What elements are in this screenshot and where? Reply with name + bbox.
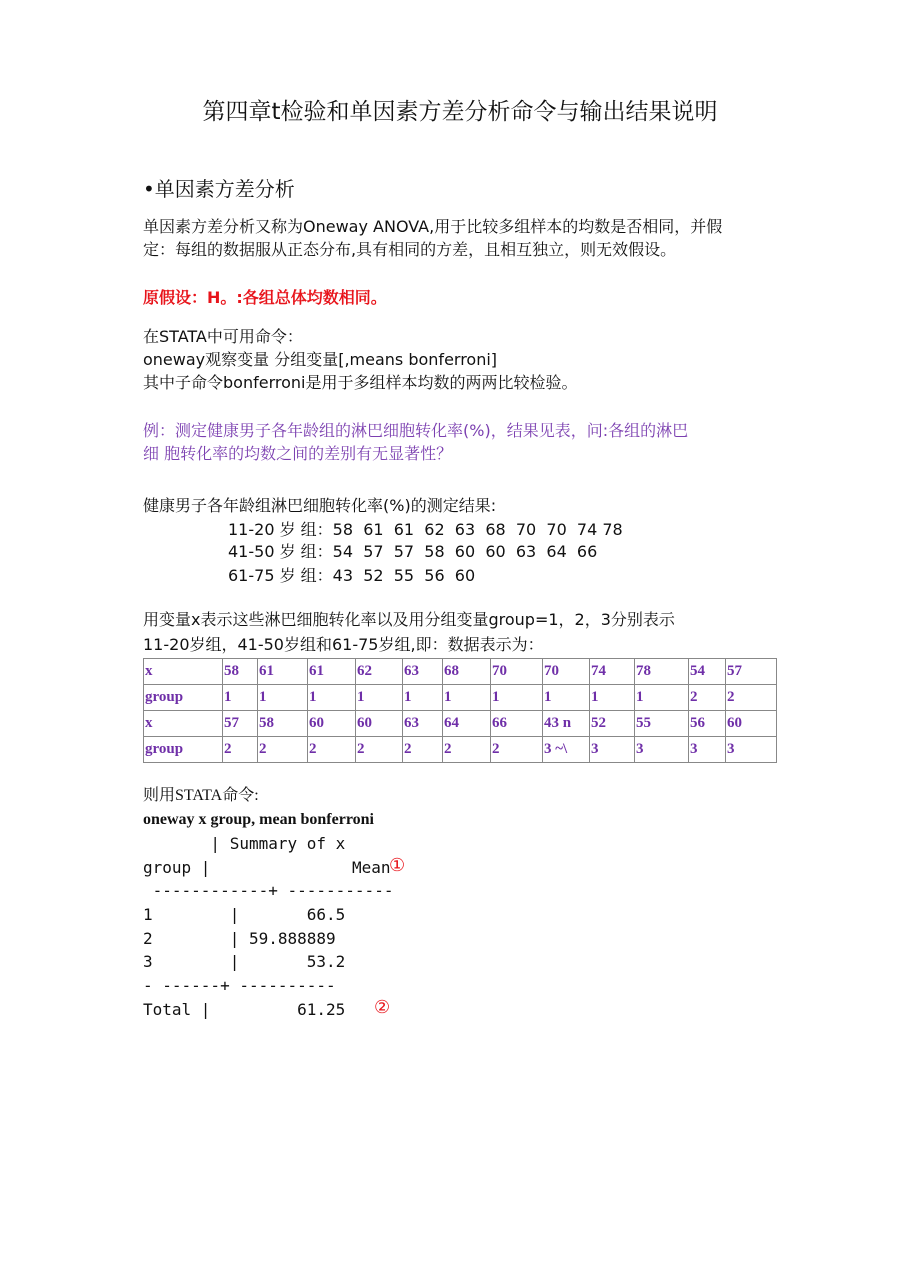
table-cell: 70 — [491, 659, 543, 685]
table-cell: 2 — [356, 737, 403, 763]
table-cell: 60 — [308, 711, 356, 737]
intro-line: 定：每组的数据服从正态分布,具有相同的方差，且相互独立，则无效假设。 — [143, 240, 677, 259]
row-label-cell: group — [144, 737, 223, 763]
output-row: 1 | 66.5 — [143, 905, 346, 924]
stata-command: oneway x group, mean bonferroni — [143, 811, 374, 828]
table-cell: 2 — [223, 737, 258, 763]
table-cell: 62 — [356, 659, 403, 685]
table-cell: 3 — [590, 737, 635, 763]
table-cell: 60 — [356, 711, 403, 737]
row-label-cell: x — [144, 711, 223, 737]
then-text: 则用STATA命令: — [143, 787, 259, 804]
table-cell: 61 — [308, 659, 356, 685]
annotation-mark-2: ② — [374, 997, 391, 1018]
group-line: 61-75 岁 组：43 52 55 56 60 — [228, 566, 476, 585]
table-cell: 57 — [223, 711, 258, 737]
table-cell: 66 — [491, 711, 543, 737]
table-cell: 57 — [726, 659, 777, 685]
table-cell: 1 — [635, 685, 689, 711]
table-cell: 56 — [689, 711, 726, 737]
table-cell: 43 n — [543, 711, 590, 737]
table-row — [144, 737, 777, 763]
results-title: 健康男子各年龄组淋巴细胞转化率(%)的测定结果: — [143, 496, 497, 515]
page-title: 第四章t检验和单因素方差分析命令与输出结果说明 — [202, 99, 718, 125]
command-syntax: oneway观察变量 分组变量[,means bonferroni] — [143, 350, 498, 369]
table-cell: 58 — [258, 711, 308, 737]
table-cell: 58 — [223, 659, 258, 685]
table-cell: 54 — [689, 659, 726, 685]
row-label-cell: x — [144, 659, 223, 685]
table-cell: 74 — [590, 659, 635, 685]
table-cell: 1 — [258, 685, 308, 711]
table-cell: 1 — [356, 685, 403, 711]
table-cell: 3 — [726, 737, 777, 763]
section-heading: •单因素方差分析 — [143, 177, 295, 201]
table-cell: 70 — [543, 659, 590, 685]
table-cell: 2 — [491, 737, 543, 763]
table-cell: 61 — [258, 659, 308, 685]
table-row — [144, 711, 777, 737]
intro-line: 单因素方差分析又称为Oneway ANOVA,用于比较多组样本的均数是否相同，并假 — [143, 217, 723, 236]
table-cell: 78 — [635, 659, 689, 685]
annotation-mark-1: ① — [389, 855, 406, 876]
table-cell: 1 — [543, 685, 590, 711]
table-cell: 3 — [635, 737, 689, 763]
table-cell: 63 — [403, 711, 443, 737]
table-cell: 64 — [443, 711, 491, 737]
output-row: 2 | 59.888889 — [143, 929, 336, 948]
table-cell: 3 — [689, 737, 726, 763]
table-row — [144, 685, 777, 711]
table-cell: 63 — [403, 659, 443, 685]
row-label-cell: group — [144, 685, 223, 711]
group-line: 41-50 岁 组：54 57 57 58 60 60 63 64 66 — [228, 542, 598, 561]
table-row — [144, 659, 777, 685]
table-cell: 1 — [308, 685, 356, 711]
example-line: 细 胞转化率的均数之间的差别有无显著性？ — [143, 444, 453, 463]
table-cell: 1 — [491, 685, 543, 711]
variable-desc: 用变量x表示这些淋巴细胞转化率以及用分组变量group=1，2，3分别表示 — [143, 610, 675, 629]
group-line: 11-20 岁 组：58 61 61 62 63 68 70 70 74 78 — [228, 520, 623, 539]
table-cell: 2 — [689, 685, 726, 711]
variable-desc: 11-20岁组，41-50岁组和61-75岁组,即：数据表示为： — [143, 635, 544, 654]
output-row: 3 | 53.2 — [143, 952, 346, 971]
data-table — [143, 658, 777, 763]
table-cell: 55 — [635, 711, 689, 737]
example-line: 例：测定健康男子各年龄组的淋巴细胞转化率(%)，结果见表，问:各组的淋巴 — [143, 421, 689, 440]
output-separator: ------------+ ----------- — [143, 881, 394, 900]
output-summary: | Summary of x — [143, 834, 346, 853]
table-cell: 2 — [443, 737, 491, 763]
output-header: group | — [143, 858, 211, 877]
table-cell: 1 — [223, 685, 258, 711]
table-cell: 60 — [726, 711, 777, 737]
table-cell: 1 — [590, 685, 635, 711]
table-cell: 3 ~\ — [543, 737, 590, 763]
command-heading: 在STATA中可用命令： — [143, 327, 303, 346]
table-cell: 1 — [443, 685, 491, 711]
table-cell: 2 — [726, 685, 777, 711]
output-separator: - ------+ ---------- — [143, 976, 336, 995]
table-cell: 2 — [403, 737, 443, 763]
table-cell: 68 — [443, 659, 491, 685]
table-cell: 52 — [590, 711, 635, 737]
output-mean-header: Mean — [352, 858, 391, 877]
table-cell: 2 — [308, 737, 356, 763]
table-cell: 2 — [258, 737, 308, 763]
command-note: 其中子命令bonferroni是用于多组样本均数的两两比较检验。 — [143, 373, 578, 392]
output-total: Total | 61.25 — [143, 1000, 346, 1019]
hypothesis: 原假设：H。:各组总体均数相同。 — [143, 288, 387, 307]
table-cell: 1 — [403, 685, 443, 711]
